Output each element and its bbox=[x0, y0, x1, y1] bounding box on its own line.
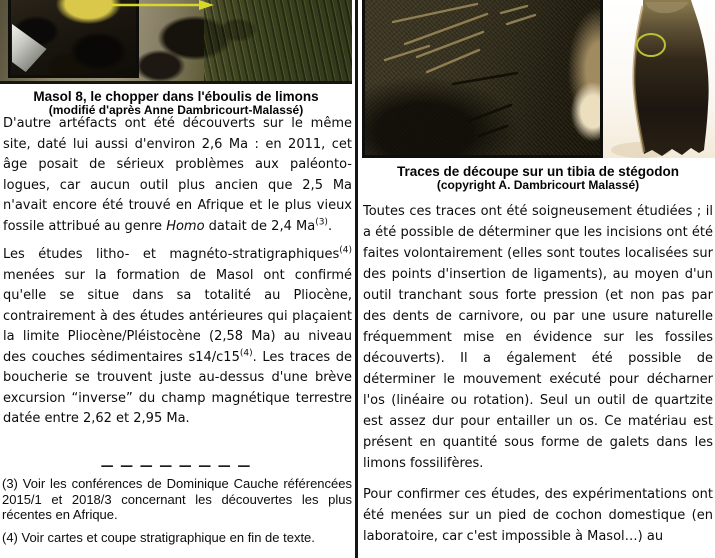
cutmarks-closeup-photo bbox=[362, 0, 603, 158]
paragraph-stratigraphie bbox=[3, 245, 352, 430]
caption-credit: (copyright A. Dambricourt Malassé) bbox=[436, 178, 640, 192]
yellow-arrow-icon bbox=[112, 0, 216, 14]
paragraph-traces-etudiees: Toutes ces traces ont été soigneusement étudiées ; il a été possible de déterminer que les incisions ont été faites volontairement (elles sont toutes localisées sur des points d'insertion de ligaments), au moyen d'un outil tranchant sous forte pression (et non pas par des dents de carnivore, ou par une usure naturelle fréquemment mise en évidence sur les fossiles découverts). Il a également été possible de déterminer le mouvement exécuté pour décharner l'os (linéaire ou rotation). Seul un outil de quartzite est assez dur pour entailler un os. Ce matériau est présent en quantité sous forme de galets dans les limons fossilifères. bbox=[363, 204, 713, 471]
caption-title: Traces de découpe sur un tibia de stégodon bbox=[396, 164, 680, 179]
text-run: menées sur la formation de Masol ont confirmé qu'elle se situe dans sa totalité au Pliocène, contrairement à des études antérieures qui plaçaient la limite Pliocène/Pléistocène (2,58 Ma) au niveau des couches sédimentaires s14/c15 bbox=[3, 267, 352, 365]
text-run: Les études litho- et magnéto-stratigraphiques bbox=[3, 247, 340, 262]
tibia-bone-photo bbox=[603, 0, 715, 158]
incision-marks bbox=[365, 0, 603, 158]
left-column-text bbox=[3, 114, 352, 430]
paragraph-experimentations: Pour confirmer ces études, des expérimentations ont été menées sur un pied de cochon domestique (en laboratoire, car c'est impossible à Masol…) au bbox=[363, 487, 713, 544]
footnotes bbox=[2, 476, 352, 545]
footnote-4: (4) Voir cartes et coupe stratigraphique en fin de texte. bbox=[2, 529, 315, 545]
text-run: . Les traces de boucherie se trouvent juste au-dessus d'une brève excursion “inverse” du champ magnétique terrestre datée entre 2,62 et 2,95 Ma. bbox=[3, 349, 352, 426]
footnote-3: (3) Voir les conférences de Dominique Cauche référencées 2015/1 et 2018/3 concernant les découvertes les plus récentes en Afrique. bbox=[2, 476, 352, 522]
footnote-ref-4: (4) bbox=[239, 348, 253, 359]
tibia-bone-shape bbox=[603, 0, 715, 158]
stegodon-tibia-cutmarks-photo bbox=[362, 0, 715, 158]
masol-chopper-photo bbox=[0, 0, 352, 84]
paragraph-artefacts bbox=[3, 114, 352, 237]
column-divider bbox=[355, 0, 358, 558]
text-run: D'autre artéfacts ont été découverts sur le même site, daté lui aussi d'environ 2,6 Ma : en 2011, cet âge posait de sérieux problèmes aux paléonto-logues, car aucun outil plus ancien que 2,5 Ma n'avait encore été trouvé en Afrique et le plus vieux fossile attribué au genre bbox=[3, 116, 352, 234]
caption-title: Masol 8, le chopper dans l'éboulis de limons bbox=[33, 89, 319, 104]
text-run: . bbox=[327, 218, 333, 234]
footnote-separator: — — — — — — — — bbox=[100, 459, 252, 474]
right-figure-caption bbox=[362, 164, 714, 192]
footnote-ref-4: (4) bbox=[339, 245, 352, 256]
caption-credit: (modifié d'après Anne Dambricourt-Malassé) bbox=[48, 103, 304, 117]
trowel-blade bbox=[12, 23, 48, 73]
right-column-text bbox=[363, 201, 713, 547]
text-run: datait de 2,4 Ma bbox=[204, 218, 316, 234]
footnote-ref-3: (3) bbox=[315, 217, 328, 228]
left-figure-caption bbox=[0, 89, 352, 117]
grass-texture bbox=[204, 0, 352, 81]
homo-italic: Homo bbox=[166, 218, 205, 234]
